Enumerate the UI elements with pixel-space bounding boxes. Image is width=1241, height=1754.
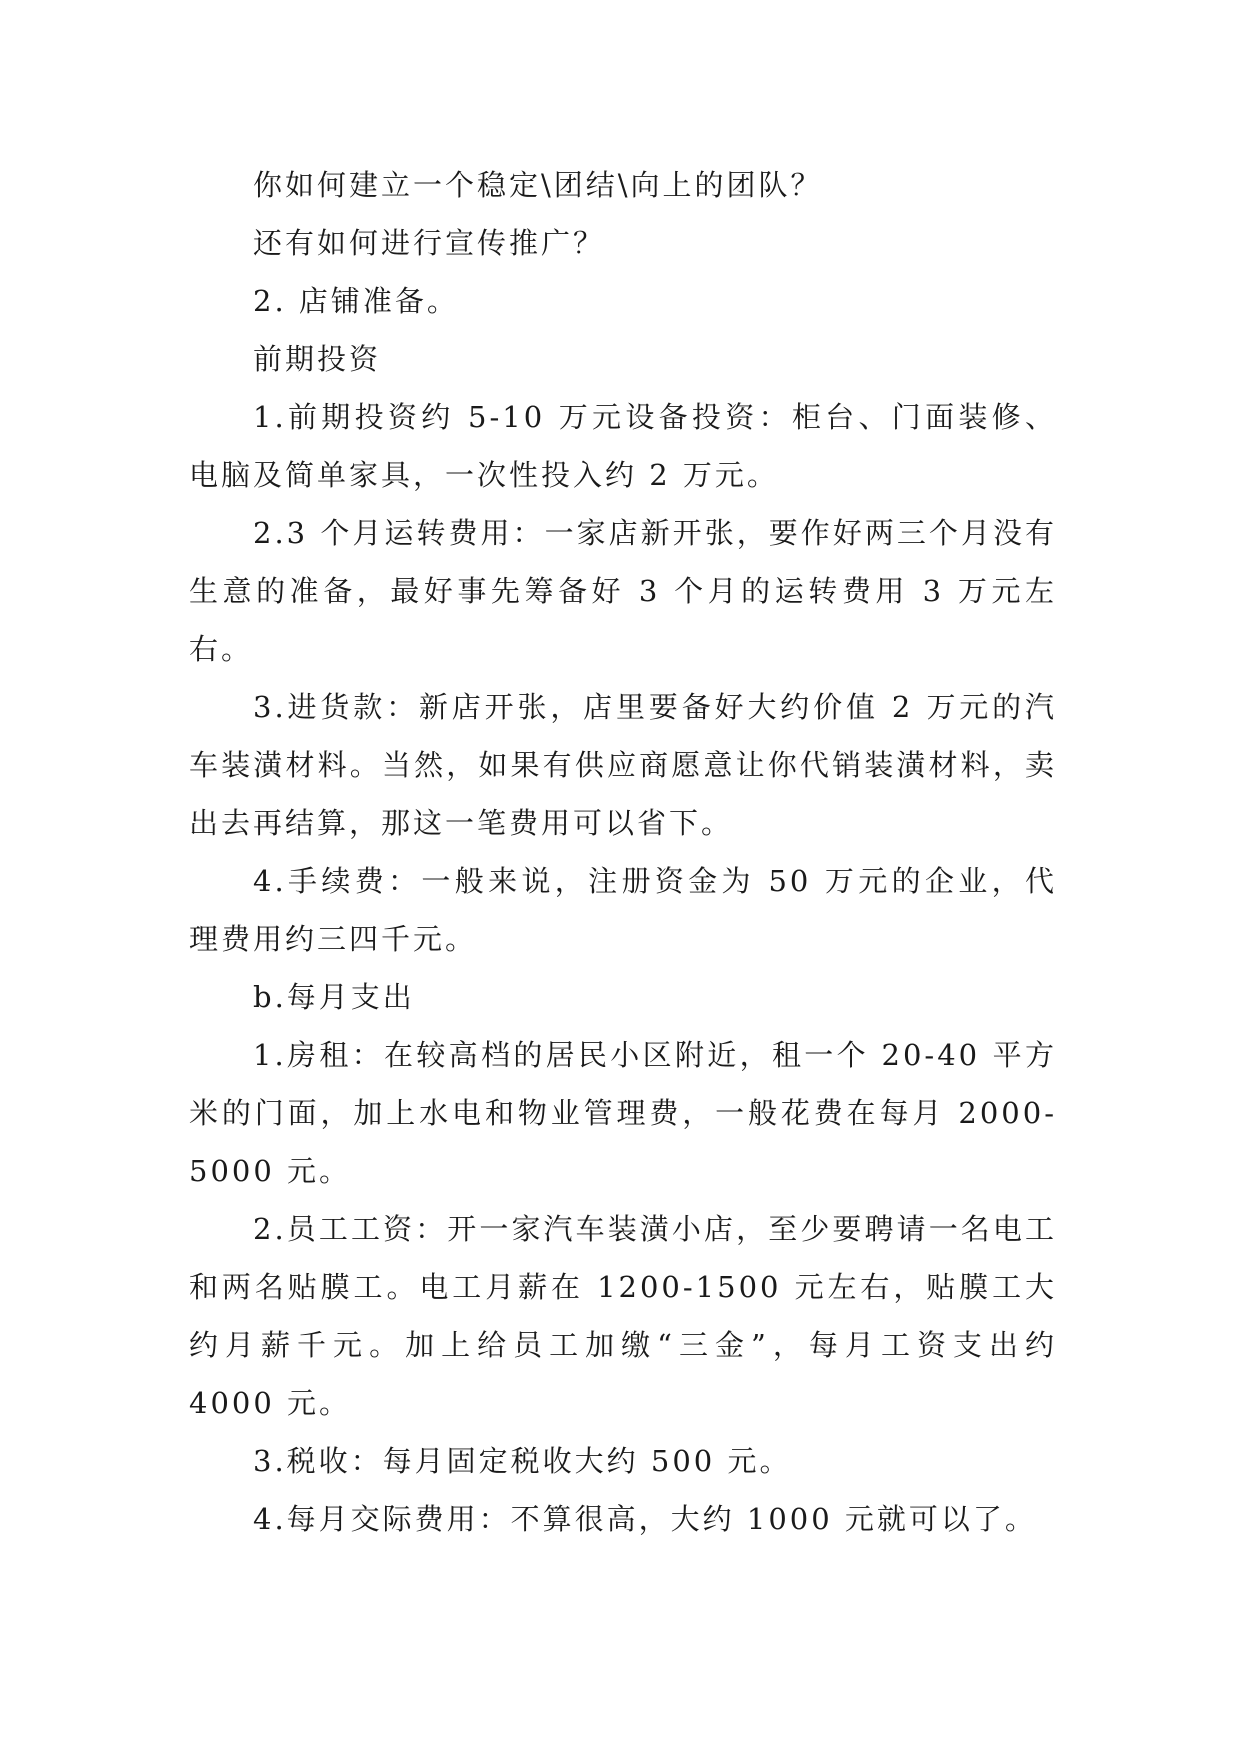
paragraph-operating-costs: 2.3 个月运转费用：一家店新开张，要作好两三个月没有生意的准备，最好事先筹备好 3 个月的运转费用 3 万元左右。 — [189, 516, 1057, 666]
paragraph-registration-fees: 4.手续费：一般来说，注册资金为 50 万元的企业，代理费用约三四千元。 — [189, 864, 1057, 956]
paragraph-promotion-question: 还有如何进行宣传推广？ — [253, 226, 606, 260]
paragraph-rent: 1.房租：在较高档的居民小区附近，租一个 20-40 平方米的门面，加上水电和物业管理费，一般花费在每月 2000-5000 元。 — [189, 1038, 1057, 1188]
paragraph-social-expenses: 4.每月交际费用：不算很高，大约 1000 元就可以了。 — [253, 1502, 1037, 1536]
paragraph-equipment-investment: 1.前期投资约 5-10 万元设备投资：柜台、门面装修、电脑及简单家具，一次性投入约 2 万元。 — [189, 400, 1057, 492]
paragraph-stock-purchase: 3.进货款：新店开张，店里要备好大约价值 2 万元的汽车装潢材料。当然，如果有供应商愿意让你代销装潢材料，卖出去再结算，那这一笔费用可以省下。 — [189, 690, 1057, 840]
paragraph-team-question: 你如何建立一个稳定\团结\向上的团队？ — [253, 168, 823, 202]
document-body — [189, 156, 1057, 1548]
section-heading-store-preparation: 2. 店铺准备。 — [253, 284, 459, 318]
paragraph-taxes: 3.税收：每月固定税收大约 500 元。 — [253, 1444, 792, 1478]
paragraph-staff-salary: 2.员工工资：开一家汽车装潢小店，至少要聘请一名电工和两名贴膜工。电工月薪在 1200-1500 元左右，贴膜工大约月薪千元。加上给员工加缴“三金”，每月工资支出约 4000 元。 — [189, 1212, 1057, 1420]
subheading-initial-investment: 前期投资 — [253, 342, 382, 376]
subheading-monthly-expenses: b.每月支出 — [253, 980, 415, 1014]
